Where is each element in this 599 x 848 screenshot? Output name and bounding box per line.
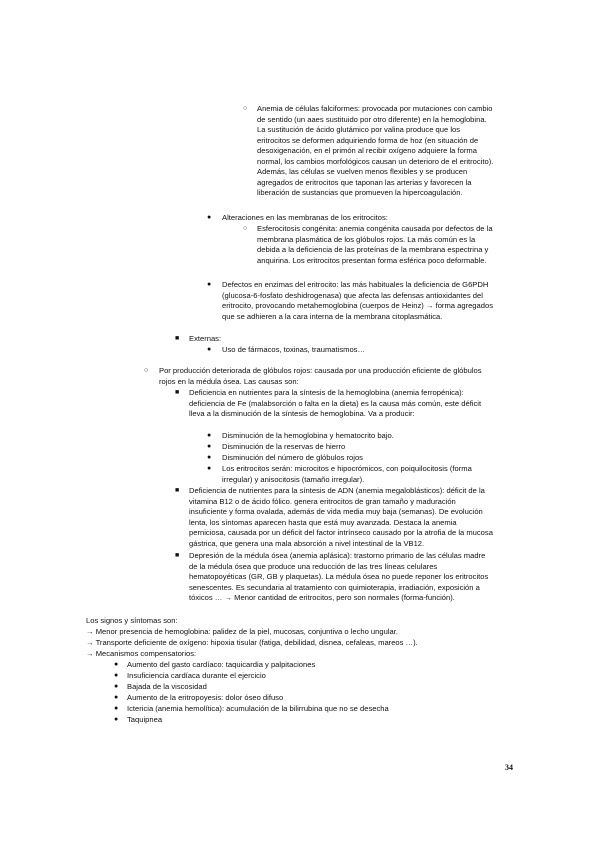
paragraph-esferocitosis: Esferocitosis congénita: anemia congénita causada por defectos de la membrana plasmática de los glóbulos rojos. La más común es la debida a la deficiencia de las proteínas de la membrana espectrina y anquirina. Los eritrocitos presentan forma esférica poco deformable. <box>257 224 493 265</box>
list-item-viscosidad: Bajada de la viscosidad <box>127 682 207 691</box>
sub-bullet-circle: ○ <box>243 105 248 112</box>
list-item-taquipnea: Taquipnea <box>127 715 163 724</box>
sub-bullet-circle: ○ <box>144 367 149 374</box>
bullet-dot: ● <box>207 281 212 288</box>
sub-bullet-circle: ○ <box>243 225 248 232</box>
bullet-dot: ● <box>114 683 119 690</box>
bullet-square: ■ <box>175 552 180 559</box>
list-item-ictericia: Ictericia (anemia hemolítica): acumulación de la bilirrubina que no se desecha <box>127 704 389 713</box>
bullet-dot: ● <box>114 672 119 679</box>
paragraph-defectos-enzimas: Defectos en enzimas del eritrocito: las más habituales la deficiencia de G6PDH (glucosa-6-fosfato deshidrogenasa) que afecta las defensas antioxidantes del eritrocito, provocando metahemoglobina (cuerpos de Heinz) → forma agregados que se adhieren a la cara interna de la membrana citoplasmática. <box>222 280 493 321</box>
symptom-hemoglobina: → Menor presencia de hemoglobina: palidez de la piel, mucosas, conjuntiva o lecho ungular. <box>86 627 398 636</box>
list-item-gasto-cardiaco: Aumento del gasto cardíaco: taquicardia y palpitaciones <box>127 660 316 669</box>
bullet-dot: ● <box>114 705 119 712</box>
list-item-reservas-hierro: Disminución de la reservas de hierro <box>222 442 346 451</box>
list-item-globulos-rojos: Disminución del número de glóbulos rojos <box>222 453 363 462</box>
bullet-dot: ● <box>207 454 212 461</box>
list-item-insuficiencia: Insuficiencia cardíaca durante el ejercicio <box>127 671 266 680</box>
paragraph-alteraciones-membranas: Alteraciones en las membranas de los eritrocitos: <box>222 213 388 222</box>
bullet-square: ■ <box>175 487 180 494</box>
bullet-dot: ● <box>207 465 212 472</box>
bullet-dot: ● <box>207 346 212 353</box>
bullet-square: ■ <box>175 335 180 342</box>
symptom-mecanismos: → Mecanismos compensatorios: <box>86 649 197 658</box>
paragraph-anemia-ferropenica: Deficiencia en nutrientes para la síntesis de la hemoglobina (anemia ferropénica): deficiencia de Fe (malabsorción o falta en la dieta) es la causa más común, este déficit lleva a la disminución de la síntesis de hemoglobina. Va a producir: <box>189 388 482 418</box>
paragraph-anemia-megaloblastica: Deficiencia de nutrientes para la síntesis de ADN (anemia megaloblásticos): déficit de la vitamina B12 o de ácido fólico. genera eritrocitos de gran tamaño y maduración insuficiente y forma ovalada, además de vida media muy baja (semanas). De evolución lenta, los síntomas aparecen hasta que está muy avanzada. Destaca la anemia perniciosa, causada por un déficit del factor intrínseco causado por la atrofia de la mucosa gástrica, que genera una mala absorción a nivel intestinal de la VB12. <box>189 486 493 548</box>
paragraph-uso-farmacos: Uso de fármacos, toxinas, traumatismos… <box>222 345 366 354</box>
list-item-eritropoyesis: Aumento de la eritropoyesis: dolor óseo difuso <box>127 693 284 702</box>
heading-signos-sintomas: Los signos y síntomas son: <box>86 616 178 625</box>
bullet-dot: ● <box>114 661 119 668</box>
bullet-square: ■ <box>175 389 180 396</box>
list-item-eritrocitos: Los eritrocitos serán: microcitos e hipocrómicos, con poiquilocitosis (forma irregular) y anisocitosis (tamaño irregular). <box>222 464 472 484</box>
bullet-dot: ● <box>114 694 119 701</box>
bullet-dot: ● <box>207 214 212 221</box>
page-number: 34 <box>505 763 513 772</box>
paragraph-externas: Externas: <box>189 334 222 343</box>
list-item-hemoglobina: Disminución de la hemoglobina y hematocrito bajo. <box>222 431 394 440</box>
bullet-dot: ● <box>207 443 212 450</box>
paragraph-anemia-aplasica: Depresión de la médula ósea (anemia aplásica): trastorno primario de las células madre de la médula ósea que produce una reducción de las tres líneas celulares hematopoyéticas (GR, GB y plaquetas). La médula ósea no puede reponer los eritrocitos senescentes. Es secundaria al tratamiento con quimioterapia, irradiación, exposición a tóxicos … → Menor cantidad de eritrocitos, pero son normales (forma-función). <box>189 551 489 602</box>
paragraph-anemia-falciforme: Anemia de células falciformes: provocada por mutaciones con cambio de sentido (un aaes sustituido por otro diferente) en la hemoglobina. La sustitución de ácido glutámico por valina produce que los eritrocitos se deformen adquiriendo forma de hoz (en situación de desoxigenación, en el primón al recibir oxígeno adquiere la forma normal, los cambios morfológicos causan un deterioro de el eritrocito). Además, las células se vuelven menos flexibles y se producen agregados de eritrocitos que taponan las arterias y favorecen la liberación de sustancias que promueven la hipercoagulación. <box>257 104 494 197</box>
paragraph-produccion-deteriorada: Por producción deteriorada de glóbulos rojos: causada por una producción eficiente de glóbulos rojos en la médula ósea. Las causas son: <box>159 366 482 386</box>
bullet-dot: ● <box>114 716 119 723</box>
bullet-dot: ● <box>207 432 212 439</box>
symptom-oxigeno: → Transporte deficiente de oxígeno: hipoxia tisular (fatiga, debilidad, disnea, cefaleas, mareos …). <box>86 638 418 647</box>
